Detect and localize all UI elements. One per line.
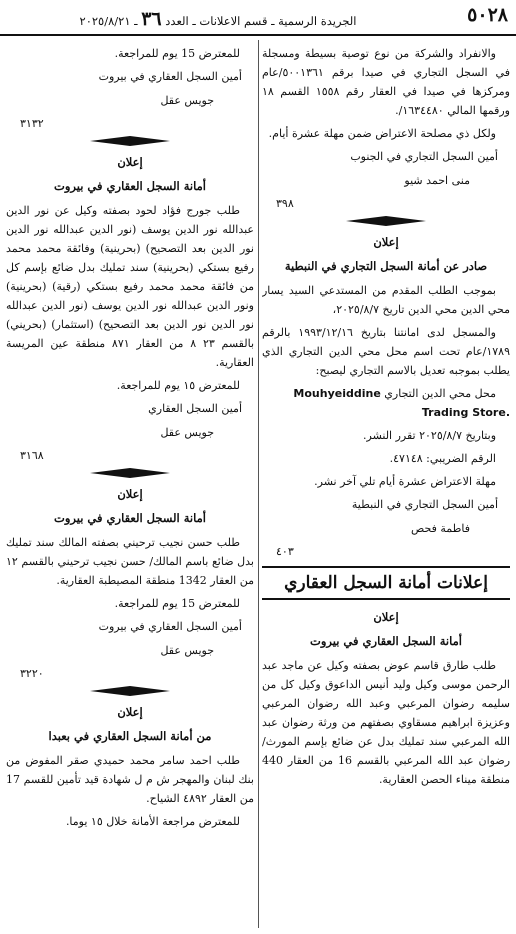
separator-ornament (6, 467, 254, 479)
left-column (6, 44, 254, 934)
announcement-heading: إعلان (117, 155, 143, 169)
signature-name: فاطمة فحص (411, 522, 470, 535)
page-number: ٥٠٢٨ (467, 4, 508, 26)
paragraph: للمعترض 15 يوم للمراجعة. (114, 597, 240, 610)
announcement-source: أمانة السجل العقاري في بيروت (54, 511, 206, 525)
announcement-heading: إعلان (117, 705, 143, 719)
issue-number: ٣٦ (141, 8, 162, 30)
paragraph: والمسجل لدى امانتنا بتاريخ ١٩٩٣/١٢/١٦ بالرقم ١٧٨٩/عام تحت اسم محل محي الدين التجاري الذي يطلب بموجبه تعديل بالاسم التجاري ليصبح: (262, 326, 510, 377)
section-title: إعلانات أمانة السجل العقاري (262, 566, 510, 600)
announcement-source: صادر عن أمانة السجل التجاري في النبطية (284, 259, 488, 273)
notice-number: ٣٩٨ (276, 197, 294, 210)
paragraph: وبتاريخ ٢٠٢٥/٨/٧ تقرر النشر. (363, 429, 496, 442)
signature-name: جويس عقل (160, 426, 214, 439)
announcement-source: من أمانة السجل العقاري في بعبدا (48, 729, 212, 743)
signature-name: جويس عقل (160, 94, 214, 107)
paragraph: الرقم الضريبي: ٤٧١٤٨. (389, 452, 496, 465)
trade-name-arabic: محل محي الدين التجاري (384, 387, 496, 400)
gazette-title (0, 8, 436, 30)
paragraph: طلب جورج فؤاد لحود بصفته وكيل عن نور الدين عبدالله نور الدين يوسف (نور الدين عبدالله نور الدين نور الدين بعد التصحيح) (بحرينية) وفائقة محمد محمد رفيع بستكي (بحرينية) سند تمليك بدل ضائع بإسم كل من فائقة محمد محمد رفيع بستكي (رقية) (بحرينية) ونور الدين عبدالله نور الدين يوسف (نور الدين عبدالله نور الدين نور الدين بعد التصحيح) (استثمار) (بحريني) بالقسم ٢٣ ٨ من العقار ٨٧١ منطقة عين المريسة العقارية. (6, 204, 254, 369)
trade-name-latin: Trading Store. (421, 406, 510, 419)
separator-ornament (262, 215, 510, 227)
paragraph (262, 384, 510, 422)
announcement-heading: إعلان (373, 235, 399, 249)
signature-title: أمين السجل التجاري في الجنوب (350, 150, 498, 163)
notice-number: ٣١٦٨ (20, 449, 44, 462)
page-header (0, 0, 516, 36)
paragraph: للمعترض مراجعة الأمانة خلال ١٥ يوما. (65, 815, 240, 828)
signature-name: منى احمد شيو (404, 174, 470, 187)
separator-ornament (6, 135, 254, 147)
announcement-source: أمانة السجل العقاري في بيروت (54, 179, 206, 193)
issue-date: ـ ٢٠٢٥/٨/٢١ (79, 14, 138, 28)
announcement-heading: إعلان (373, 610, 399, 624)
right-column (262, 44, 510, 934)
gazette-title-text: الجريدة الرسمية ـ قسم الاعلانات ـ العدد (165, 14, 357, 28)
paragraph: بموجب الطلب المقدم من المستدعي السيد يسار محي الدين محي الدين تاريخ ٢٠٢٥/٨/٧، (262, 284, 510, 316)
separator-ornament (6, 685, 254, 697)
trade-name-latin: Mouhyeiddine (293, 387, 381, 400)
paragraph: مهلة الاعتراض عشرة أيام تلي آخر نشر. (314, 475, 496, 488)
paragraph: للمعترض ١٥ يوم للمراجعة. (116, 379, 240, 392)
paragraph: طلب احمد سامر محمد حميدي صقر المفوض من بنك لبنان والمهجر ش م ل شهادة قيد تأمين للقسم 17 من العقار ٤٨٩٢ الشياح. (6, 754, 254, 805)
signature-title: أمين السجل العقاري في بيروت (98, 70, 242, 83)
paragraph: طلب حسن نجيب ترحيني بصفته المالك سند تمليك بدل ضائع باسم المالك/ حسن نجيب ترحيني بالقسم ١٢ من العقار 1342 منطقة المصيطبة العقارية. (6, 536, 254, 587)
notice-number: ٤٠٣ (276, 545, 294, 558)
paragraph: للمعترض 15 يوم للمراجعة. (114, 47, 240, 60)
announcement-source: أمانة السجل العقاري في بيروت (310, 634, 462, 648)
paragraph: والانفراد والشركة من نوع توصية بسيطة ومسجلة في السجل التجاري في صيدا برقم ٥٠٠١٣٦١/عام ومركزها في صيدا في العقار رقم ١٥٥٨ القسم ١٨ ورقمها المالي ١٦٣٤٤٨٠/. (262, 47, 510, 117)
signature-title: أمين السجل العقاري في بيروت (98, 620, 242, 633)
paragraph: طلب طارق قاسم عوض بصفته وكيل عن ماجد عبد الرحمن موسى وكيل وليد أنيس الداعوق وكيل كل من سليمه رضوان المرعبي وعبد الله رضوان المرعبي وعزيزة ابراهيم مسقاوي بصفتهم من ورثة رضوان عبد الله المرعبي سند تمليك بدل عن ضائع بإسم المورث/ رضوان عبد الله المرعبي بالقسم 16 من العقار 440 منطقة ميناء الحصن العقارية. (262, 659, 510, 786)
paragraph: ولكل ذي مصلحة الاعتراض ضمن مهلة عشرة أيام. (268, 127, 496, 140)
announcement-heading: إعلان (117, 487, 143, 501)
signature-title: أمين السجل التجاري في النبطية (351, 498, 498, 511)
column-divider (258, 40, 259, 928)
signature-title: أمين السجل العقاري (148, 402, 242, 415)
notice-number: ٣٢٢٠ (20, 667, 44, 680)
notice-number: ٣١٣٢ (20, 117, 44, 130)
signature-name: جويس عقل (160, 644, 214, 657)
